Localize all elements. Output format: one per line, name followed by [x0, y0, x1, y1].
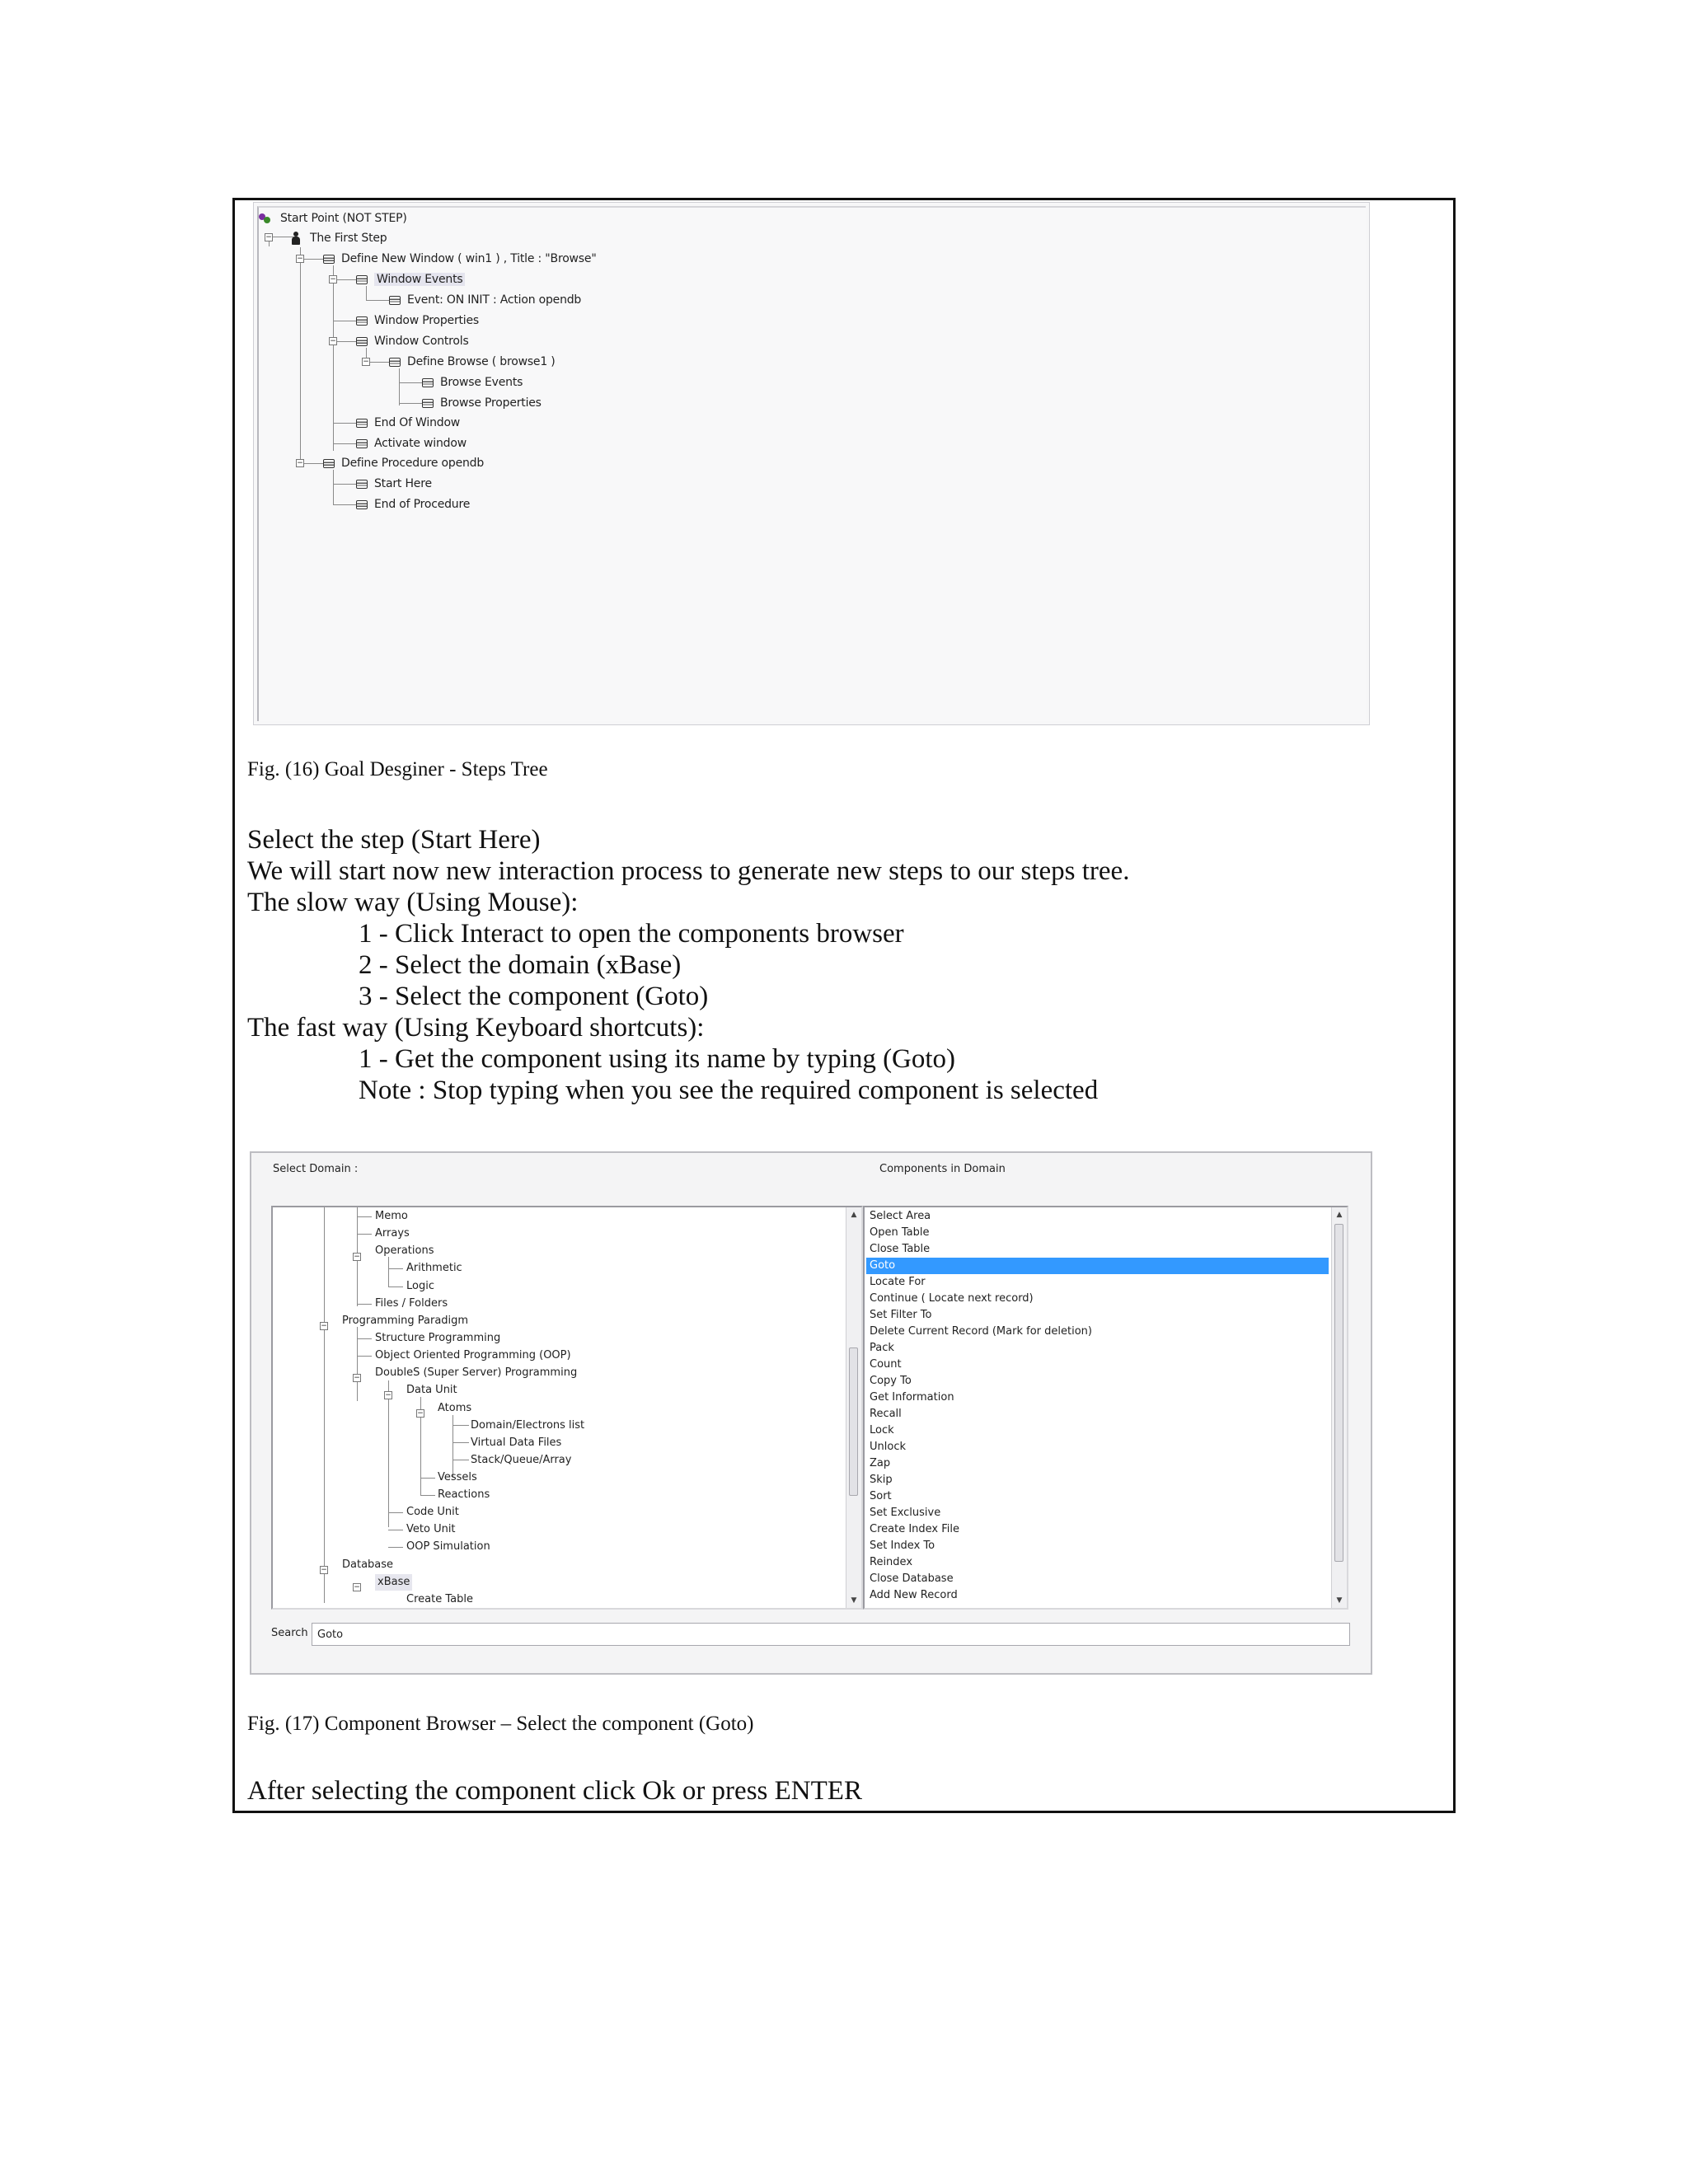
body-line: Select the step (Start Here): [247, 825, 541, 855]
search-label: Search: [271, 1627, 308, 1639]
scroll-down-icon[interactable]: ▼: [851, 1596, 857, 1605]
component-item[interactable]: Set Filter To: [870, 1309, 932, 1321]
domain-item[interactable]: Structure Programming: [375, 1332, 501, 1344]
person-icon: [292, 232, 300, 245]
tree-node-event-on-init[interactable]: Event: ON INIT : Action opendb: [389, 291, 581, 309]
collapse-toggle[interactable]: −: [417, 1409, 424, 1418]
domain-item[interactable]: Memo: [375, 1210, 408, 1222]
body-line: 1 - Get the component using its name by typing (Goto): [359, 1044, 956, 1074]
tree-node-define-new-window[interactable]: Define New Window ( win1 ) , Title : "Browse": [323, 250, 597, 268]
collapse-toggle[interactable]: −: [321, 1566, 327, 1574]
fig16-caption: Fig. (16) Goal Desginer - Steps Tree: [247, 758, 548, 780]
tree-node-browse-properties[interactable]: Browse Properties: [422, 394, 542, 412]
tree-node-window-controls[interactable]: Window Controls: [356, 332, 469, 350]
collapse-toggle[interactable]: −: [354, 1583, 360, 1591]
component-item[interactable]: Close Database: [870, 1572, 954, 1585]
scrollbar-thumb[interactable]: [1334, 1224, 1343, 1562]
domain-item[interactable]: Arrays: [375, 1227, 410, 1240]
domain-item[interactable]: Code Unit: [406, 1506, 459, 1518]
scroll-up-icon[interactable]: ▲: [1336, 1211, 1343, 1219]
component-item[interactable]: Create Index File: [870, 1523, 960, 1535]
collapse-toggle[interactable]: −: [297, 255, 303, 263]
tree-node-window-properties[interactable]: Window Properties: [356, 312, 479, 330]
component-item[interactable]: Copy To: [870, 1375, 912, 1387]
body-line: 3 - Select the component (Goto): [359, 982, 709, 1011]
steps-tree-screenshot: [253, 202, 1370, 725]
tree-node-first-step[interactable]: The First Step: [292, 229, 387, 247]
component-item[interactable]: Locate For: [870, 1276, 926, 1288]
component-item[interactable]: Unlock: [870, 1441, 906, 1453]
step-icon: [422, 399, 434, 408]
domain-item[interactable]: Reactions: [438, 1488, 490, 1501]
component-item[interactable]: Get Information: [870, 1391, 954, 1404]
component-item[interactable]: Lock: [870, 1424, 894, 1436]
step-icon: [356, 275, 368, 284]
collapse-toggle[interactable]: −: [330, 337, 336, 345]
component-item[interactable]: Select Area: [870, 1210, 931, 1222]
step-icon: [356, 337, 368, 346]
step-icon: [422, 378, 434, 387]
scroll-down-icon[interactable]: ▼: [1336, 1596, 1343, 1605]
component-item[interactable]: Set Exclusive: [870, 1507, 941, 1519]
tree-node-start-point[interactable]: Start Point (NOT STEP): [259, 209, 407, 227]
component-item-selected[interactable]: Goto: [866, 1258, 1329, 1274]
body-line: 1 - Click Interact to open the components browser: [359, 919, 904, 949]
domain-item[interactable]: OOP Simulation: [406, 1540, 490, 1553]
domain-item[interactable]: Database: [342, 1558, 394, 1571]
domain-item[interactable]: Stack/Queue/Array: [471, 1454, 572, 1466]
body-line: The slow way (Using Mouse):: [247, 888, 579, 917]
start-point-icon: [259, 212, 272, 225]
domain-item[interactable]: Create Table: [406, 1593, 473, 1605]
component-item[interactable]: Close Table: [870, 1243, 931, 1255]
components-list-items: [865, 1207, 1330, 1608]
step-icon: [323, 459, 335, 468]
tree-node-window-events[interactable]: Window Events: [356, 270, 465, 288]
body-line: 2 - Select the domain (xBase): [359, 950, 682, 980]
tree-node-define-procedure[interactable]: Define Procedure opendb: [323, 454, 484, 472]
tree-node-start-here[interactable]: Start Here: [356, 475, 432, 493]
component-item[interactable]: Continue ( Locate next record): [870, 1292, 1034, 1305]
domain-item[interactable]: Logic: [406, 1280, 434, 1292]
domain-item[interactable]: Programming Paradigm: [342, 1315, 469, 1327]
body-line: We will start now new interaction process to generate new steps to our steps tree.: [247, 856, 1130, 886]
collapse-toggle[interactable]: −: [265, 233, 272, 241]
tree-node-end-of-procedure[interactable]: End of Procedure: [356, 495, 470, 513]
step-icon: [389, 358, 401, 367]
domain-item[interactable]: Arithmetic: [406, 1262, 462, 1274]
tree-node-browse-events[interactable]: Browse Events: [422, 373, 523, 391]
select-domain-label: Select Domain :: [273, 1163, 359, 1175]
domain-item[interactable]: Domain/Electrons list: [471, 1419, 585, 1432]
closing-line: After selecting the component click Ok or press ENTER: [247, 1776, 862, 1806]
domain-item[interactable]: Atoms: [438, 1402, 472, 1414]
domain-item[interactable]: Data Unit: [406, 1384, 457, 1396]
component-item[interactable]: Delete Current Record (Mark for deletion): [870, 1325, 1092, 1338]
domain-item[interactable]: Files / Folders: [375, 1297, 448, 1310]
components-in-domain-label: Components in Domain: [879, 1163, 1006, 1175]
collapse-toggle[interactable]: −: [354, 1253, 360, 1261]
components-list-scrollbar[interactable]: [1331, 1207, 1347, 1608]
body-line: Note : Stop typing when you see the required component is selected: [359, 1076, 1099, 1105]
domain-item[interactable]: DoubleS (Super Server) Programming: [375, 1366, 578, 1379]
step-icon: [356, 316, 368, 326]
domain-tree[interactable]: [271, 1206, 863, 1610]
body-line: The fast way (Using Keyboard shortcuts):: [247, 1013, 705, 1043]
domain-item[interactable]: Operations: [375, 1244, 434, 1257]
step-icon: [356, 480, 368, 489]
domain-tree-scrollbar[interactable]: [846, 1207, 861, 1608]
step-icon: [356, 419, 368, 428]
step-icon: [389, 296, 401, 305]
collapse-toggle[interactable]: −: [330, 275, 336, 284]
domain-item-xbase[interactable]: xBase: [375, 1574, 412, 1591]
component-item[interactable]: Open Table: [870, 1226, 930, 1239]
collapse-toggle[interactable]: −: [385, 1391, 392, 1399]
domain-tree-items: [273, 1207, 845, 1608]
collapse-toggle[interactable]: −: [297, 459, 303, 467]
scrollbar-thumb[interactable]: [849, 1347, 858, 1496]
collapse-toggle[interactable]: −: [321, 1322, 327, 1330]
tree-node-end-of-window[interactable]: End Of Window: [356, 414, 460, 432]
component-item[interactable]: Add New Record: [870, 1589, 958, 1601]
steps-tree-panel: [257, 206, 1366, 721]
component-item[interactable]: Reindex: [870, 1556, 913, 1568]
scroll-up-icon[interactable]: ▲: [851, 1211, 857, 1219]
domain-item[interactable]: Veto Unit: [406, 1523, 456, 1535]
step-icon: [356, 500, 368, 509]
domain-item[interactable]: Virtual Data Files: [471, 1436, 562, 1449]
search-input[interactable]: [312, 1623, 1350, 1646]
domain-item[interactable]: Vessels: [438, 1471, 477, 1483]
component-item[interactable]: Recall: [870, 1408, 902, 1420]
tree-node-activate-window[interactable]: Activate window: [356, 434, 467, 452]
step-icon: [323, 255, 335, 264]
collapse-toggle[interactable]: −: [363, 358, 369, 366]
component-item[interactable]: Pack: [870, 1342, 894, 1354]
domain-item[interactable]: Object Oriented Programming (OOP): [375, 1349, 571, 1361]
component-item[interactable]: Skip: [870, 1474, 893, 1486]
collapse-toggle[interactable]: −: [354, 1374, 360, 1382]
tree-node-define-browse[interactable]: Define Browse ( browse1 ): [389, 353, 556, 371]
fig17-caption: Fig. (17) Component Browser – Select the component (Goto): [247, 1713, 754, 1735]
components-list[interactable]: [863, 1206, 1348, 1610]
step-icon: [356, 439, 368, 448]
component-item[interactable]: Set Index To: [870, 1540, 935, 1552]
component-item[interactable]: Count: [870, 1358, 902, 1371]
component-item[interactable]: Zap: [870, 1457, 891, 1469]
component-item[interactable]: Sort: [870, 1490, 892, 1502]
component-browser-screenshot: [250, 1151, 1372, 1675]
